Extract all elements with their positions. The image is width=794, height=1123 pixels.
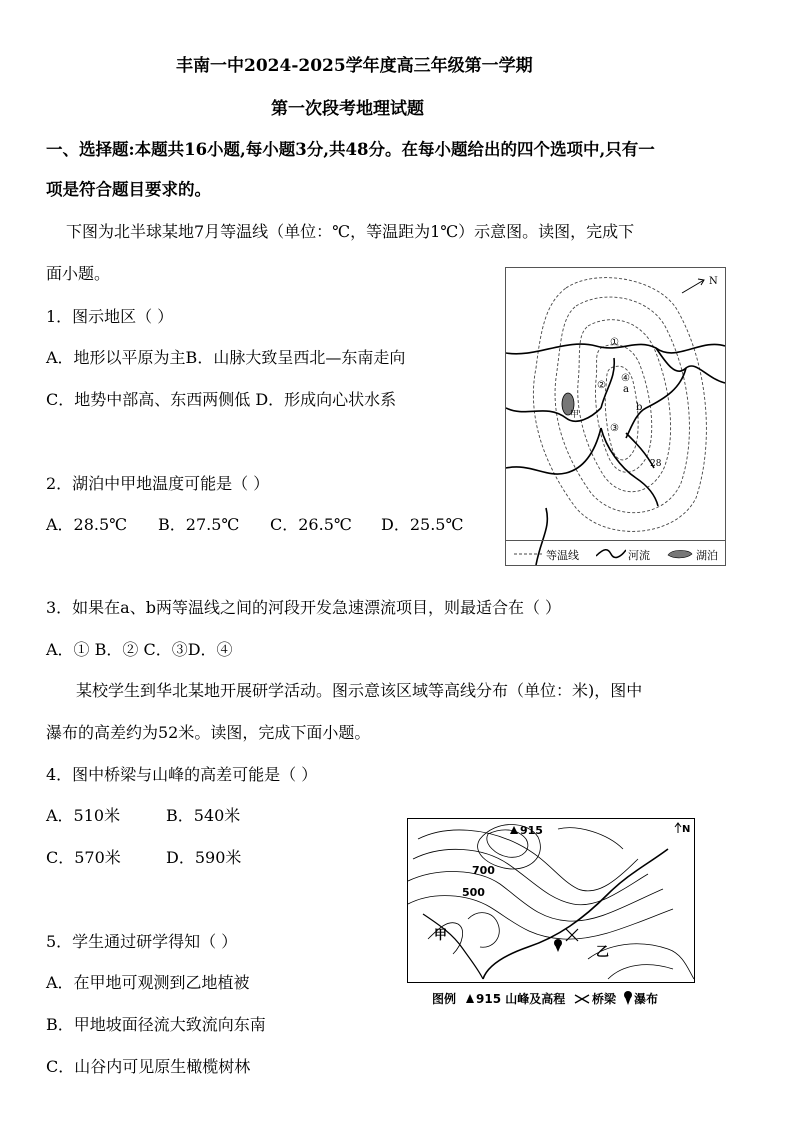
map2-legend-bridge: 桥梁 (592, 992, 617, 1006)
legend-isotherm: 等温线 (546, 549, 579, 562)
waterfall-symbol (554, 939, 562, 952)
q1-stem: 1．图示地区（ ） (46, 307, 174, 326)
q3-options: A．① B．② C．③D．④ (46, 640, 233, 659)
q5-option-b: B．甲地坡面径流大致流向东南 (46, 1015, 266, 1034)
page-title: 丰南一中2024-2025学年度高三年级第一学期 (176, 56, 533, 76)
q5-stem: 5．学生通过研学得知（ ） (46, 932, 238, 951)
intro1-line2: 面小题。 (46, 264, 111, 283)
q5-option-c: C．山谷内可见原生橄榄树林 (46, 1057, 251, 1076)
map2-label-yi: 乙 (596, 945, 610, 960)
map1-label-b: b (636, 402, 643, 413)
q1-options-ab: A．地形以平原为主B．山脉大致呈西北—东南走向 (46, 348, 406, 367)
map2-legend-peak: 915 山峰及高程 (476, 992, 566, 1006)
map2-legend-falls: 瀑布 (634, 992, 659, 1006)
legend-waterfall-icon (623, 990, 633, 1006)
q4-option-b: B．540米 (166, 806, 241, 825)
map2-legend-prefix: 图例 (432, 992, 457, 1006)
map2-label-jia: 甲 (434, 928, 448, 943)
map2-label-500: 500 (462, 886, 485, 899)
q2-option-d: D．25.5℃ (381, 515, 464, 534)
section-heading-line1: 一、选择题:本题共16小题,每小题3分,共48分。在每小题给出的四个选项中,只有一 (46, 140, 655, 159)
legend-lake: 湖泊 (696, 549, 718, 562)
q4-option-c: C．570米 (46, 848, 121, 867)
intro1-line1: 下图为北半球某地7月等温线（单位：℃，等温距为1℃）示意图。读图，完成下 (66, 222, 635, 241)
map2-north: N (682, 824, 691, 835)
q1-options-cd: C．地势中部高、东西两侧低 D．形成向心状水系 (46, 390, 397, 409)
intro2-line1: 某校学生到华北某地开展研学活动。图示意该区域等高线分布（单位：米)，图中 (76, 681, 643, 700)
q4-option-d: D．590米 (166, 848, 242, 867)
q4-stem: 4．图中桥梁与山峰的高差可能是（ ） (46, 765, 318, 784)
intro2-line2: 瀑布的高差约为52米。读图，完成下面小题。 (46, 723, 371, 742)
legend-peak-icon (465, 992, 475, 1004)
map1-label-a: a (623, 384, 629, 395)
map1-label-2: ② (597, 380, 606, 391)
isotherm-map-drawing (506, 268, 725, 565)
page-subtitle: 第一次段考地理试题 (271, 99, 424, 119)
map1-label-3: ③ (610, 423, 619, 434)
legend-bridge-icon (574, 993, 590, 1005)
q4-option-a: A．510米 (46, 806, 121, 825)
q2-option-b: B．27.5℃ (158, 515, 240, 534)
section-heading-line2: 项是符合题目要求的。 (46, 180, 211, 199)
q3-stem: 3．如果在a、b两等温线之间的河段开发急速漂流项目，则最适合在（ ） (46, 598, 562, 617)
q5-option-a: A．在甲地可观测到乙地植被 (46, 973, 250, 992)
contour-map-drawing (408, 819, 694, 982)
map1-label-1: ① (610, 337, 619, 348)
q2-stem: 2．湖泊中甲地温度可能是（ ） (46, 474, 270, 493)
q2-option-a: A．28.5℃ (46, 515, 128, 534)
contour-map (407, 818, 695, 983)
legend-river: 河流 (628, 549, 650, 562)
map1-label-28: 28 (650, 459, 662, 469)
map2-peak-label: 915 (520, 824, 543, 837)
isotherm-map (505, 267, 726, 566)
map1-north: N (709, 276, 718, 287)
map2-label-700: 700 (472, 864, 495, 877)
map1-label-jia: 甲 (570, 410, 580, 420)
map1-label-4: ④ (621, 373, 630, 384)
q2-option-c: C．26.5℃ (270, 515, 352, 534)
